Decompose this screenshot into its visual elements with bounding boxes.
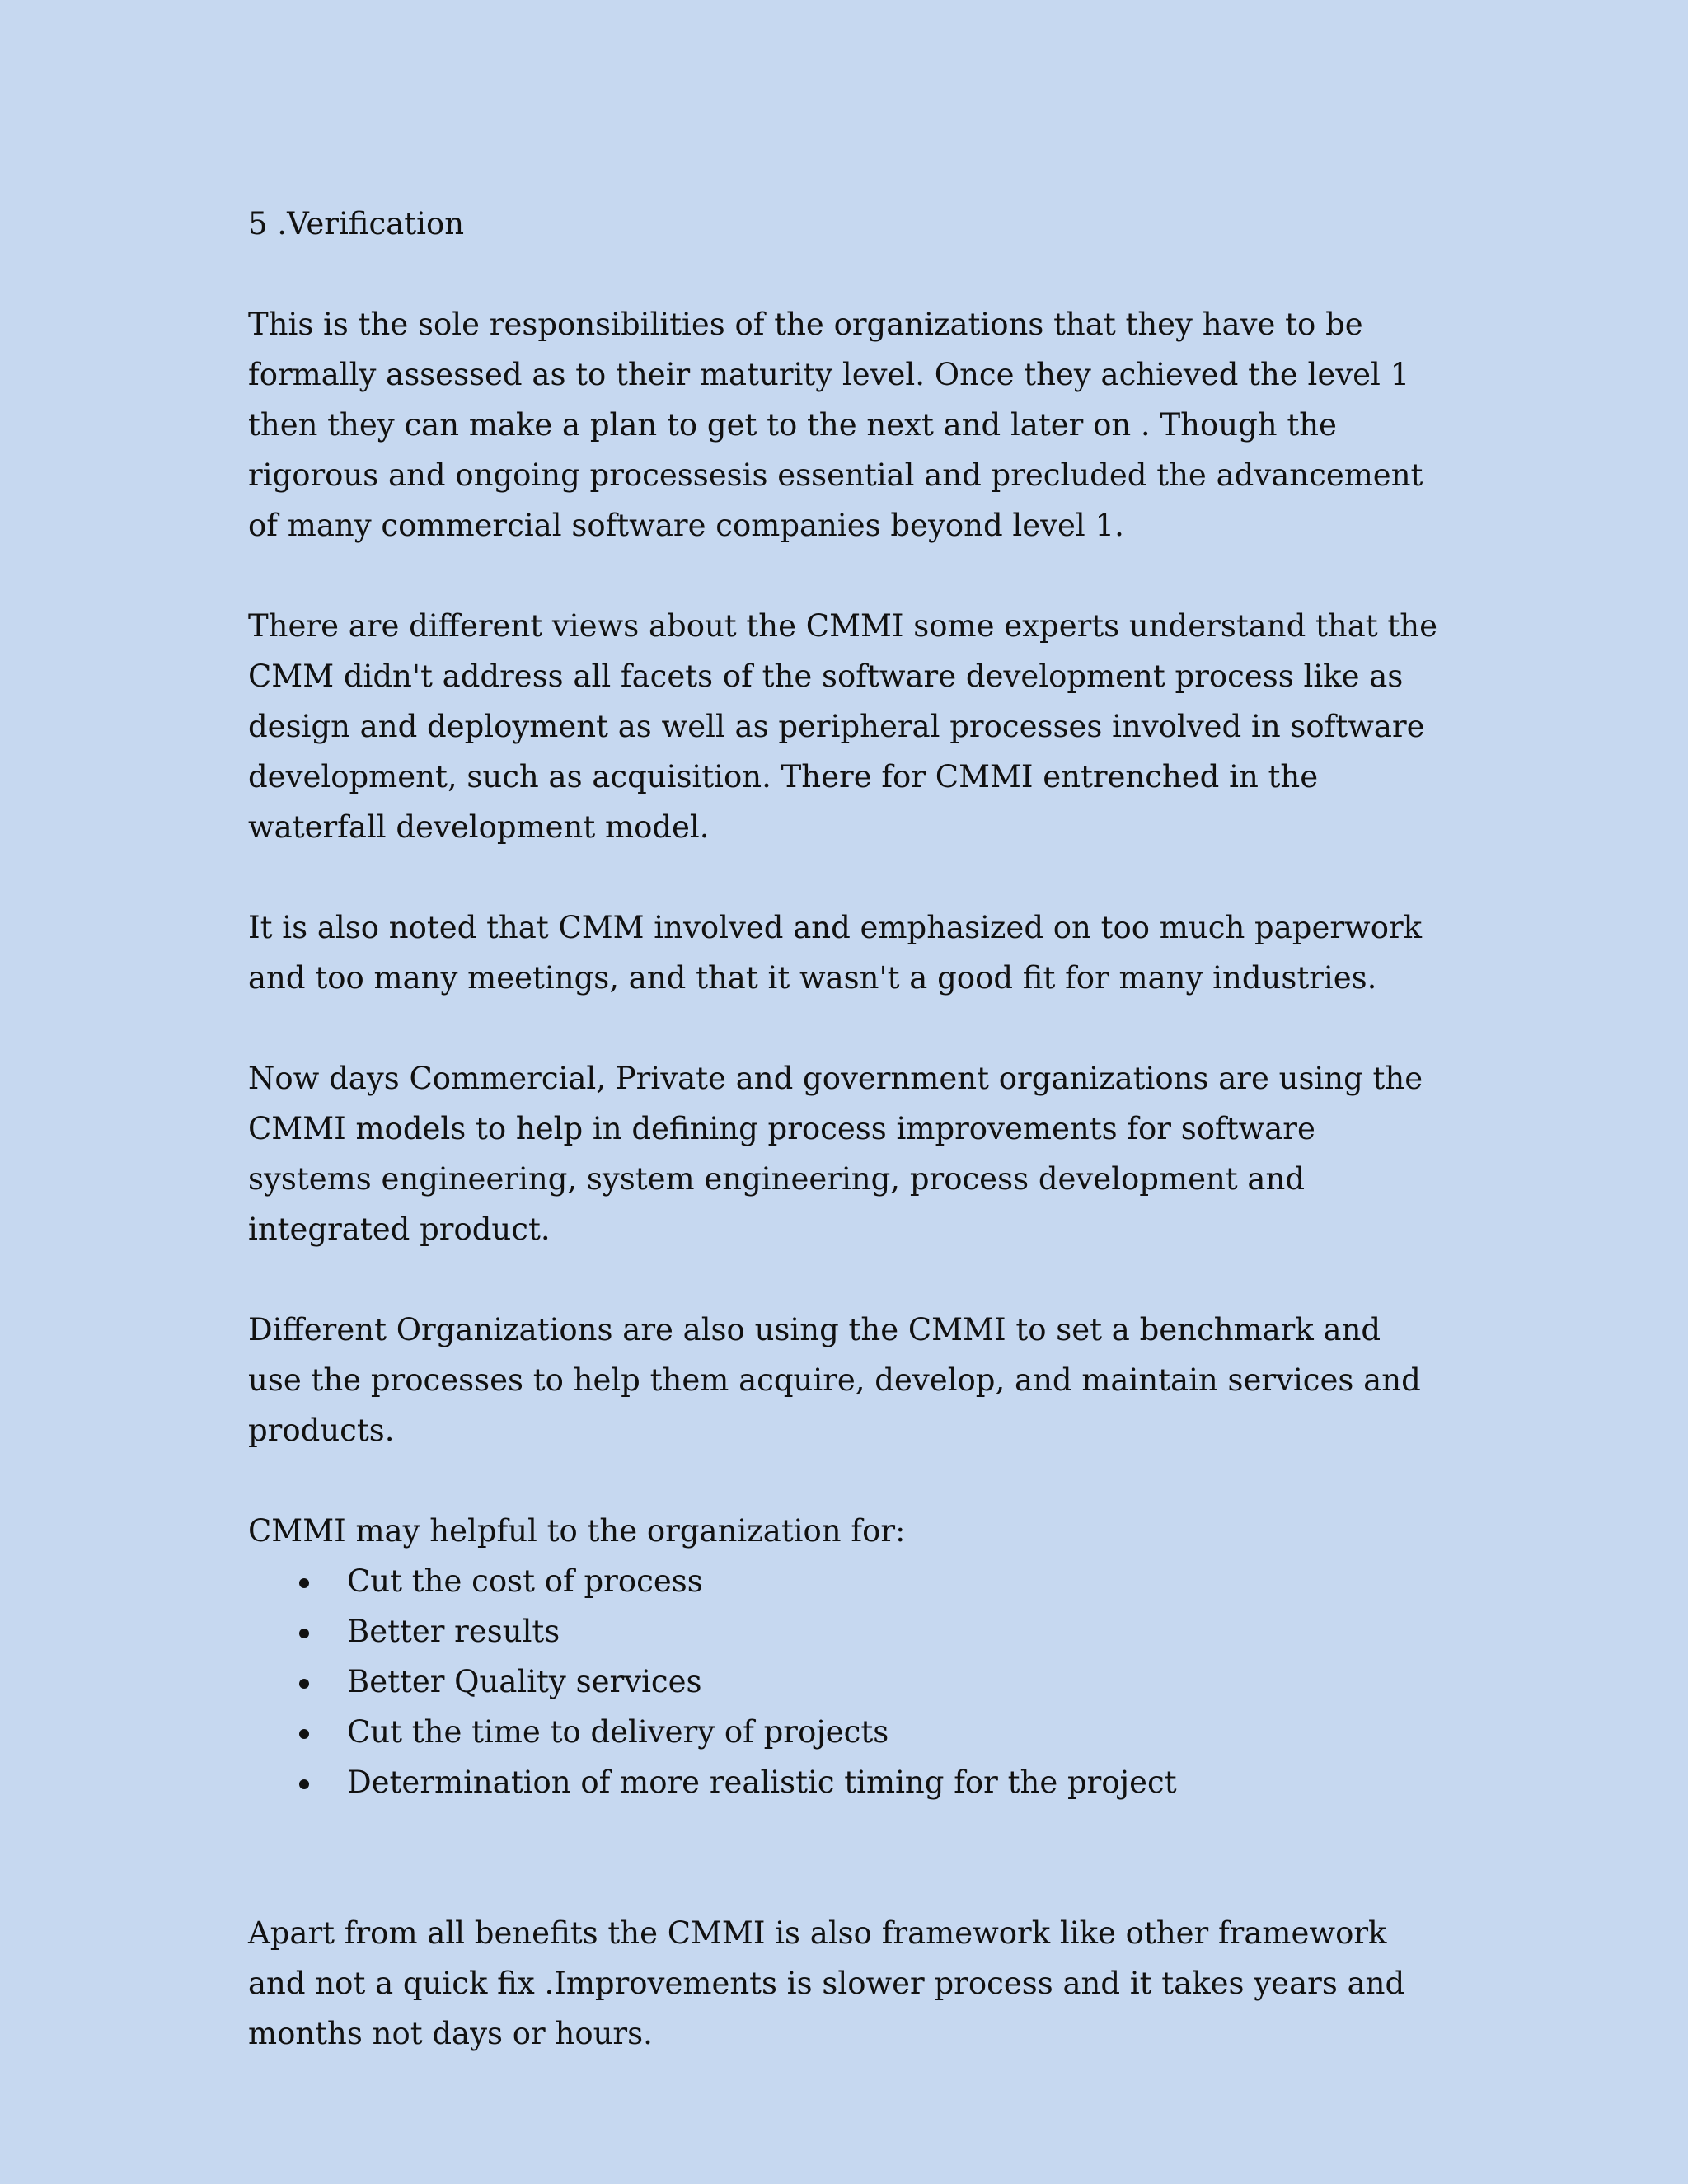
paragraph-views-on-cmmi: There are different views about the CMMI some experts understand that the CMM didn't address all facets of the software development process like as design and deployment as well as peripheral processes involved in software development, such as acquisition. There for CMMI entrenched in the waterfall development model. <box>248 608 1437 845</box>
bullet-icon <box>299 1679 309 1689</box>
bullet-icon <box>299 1779 309 1789</box>
paragraph-paperwork: It is also noted that CMM involved and emphasized on too much paperwork and too many meetings, and that it wasn't a good fit for many industries. <box>248 910 1423 996</box>
list-item <box>248 1757 1443 1807</box>
benefits-list <box>248 1556 1443 1807</box>
section-heading: 5 .Verification <box>248 206 465 241</box>
list-item-text: Cut the cost of process <box>347 1563 703 1599</box>
list-item <box>248 1556 1443 1606</box>
bullet-icon <box>299 1578 309 1588</box>
paragraph-maturity-assessment: This is the sole responsibilities of the organizations that they have to be formally assessed as to their maturity level. Once they achieved the level 1 then they can make a plan to get to the next and later on . Though the rigorous and ongoing processesis essential and precluded the advancement of many commercial software companies beyond level 1. <box>248 307 1423 543</box>
list-item <box>248 1707 1443 1757</box>
document-body <box>248 199 1443 2109</box>
paragraph-benchmark: Different Organizations are also using the CMMI to set a benchmark and use the processes to help them acquire, develop, and maintain services and products. <box>248 1312 1421 1448</box>
list-item <box>248 1657 1443 1707</box>
list-item-text: Better Quality services <box>347 1664 702 1699</box>
bullet-icon <box>299 1729 309 1739</box>
list-item-text: Better results <box>347 1614 560 1649</box>
bullet-icon <box>299 1629 309 1638</box>
list-item <box>248 1606 1443 1657</box>
paragraph-organizations-using-cmmi: Now days Commercial, Private and government organizations are using the CMMI models to help in defining process improvements for software systems engineering, system engineering, process development and integrated product. <box>248 1061 1423 1247</box>
list-item-text: Determination of more realistic timing for the project <box>347 1765 1177 1800</box>
benefits-intro: CMMI may helpful to the organization for: <box>248 1513 906 1549</box>
paragraph-closing: Apart from all benefits the CMMI is also framework like other framework and not a quick fix .Improvements is slower process and it takes years and months not days or hours. <box>248 1915 1405 2051</box>
list-item-text: Cut the time to delivery of projects <box>347 1714 889 1750</box>
